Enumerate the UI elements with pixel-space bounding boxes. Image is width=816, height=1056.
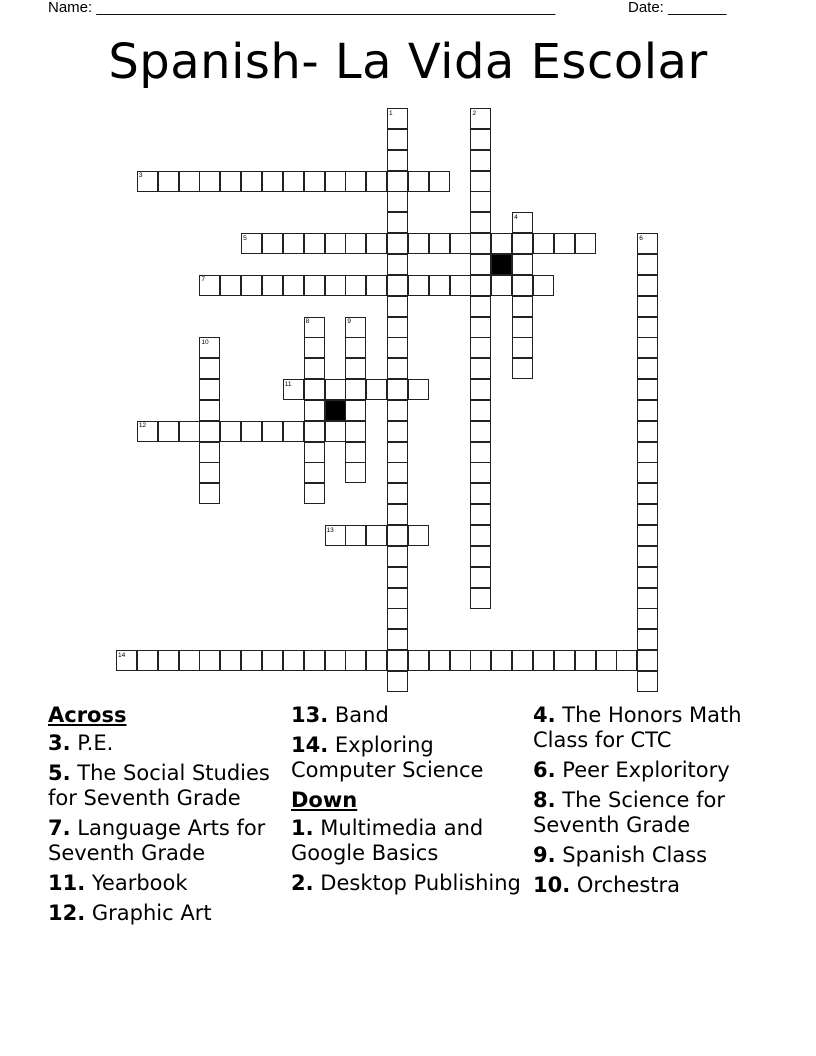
grid-cell[interactable] <box>512 650 533 671</box>
grid-cell[interactable] <box>387 462 408 483</box>
grid-cell[interactable] <box>470 233 491 254</box>
grid-cell[interactable] <box>262 233 283 254</box>
clue-down-9 <box>533 843 773 868</box>
clue-number: 5. <box>48 761 71 785</box>
clue-text: Spanish Class <box>562 843 708 867</box>
clue-text: Multimedia and Google Basics <box>291 816 484 865</box>
grid-cell[interactable] <box>345 171 366 192</box>
clue-number: 3. <box>48 731 71 755</box>
grid-cell[interactable] <box>387 629 408 650</box>
grid-cell[interactable] <box>325 233 346 254</box>
grid-cell[interactable] <box>387 171 408 192</box>
grid-cell[interactable] <box>387 275 408 296</box>
clue-text: Peer Exploritory <box>562 758 730 782</box>
grid-cell[interactable] <box>408 275 429 296</box>
grid-cell[interactable] <box>304 462 325 483</box>
grid-cell[interactable] <box>345 379 366 400</box>
clue-column-1 <box>48 703 276 931</box>
grid-cell[interactable] <box>199 400 220 421</box>
grid-cell[interactable] <box>241 650 262 671</box>
grid-cell[interactable] <box>637 337 658 358</box>
grid-cell[interactable] <box>387 254 408 275</box>
grid-cell[interactable] <box>637 421 658 442</box>
grid-cell[interactable] <box>199 462 220 483</box>
grid-cell[interactable] <box>470 650 491 671</box>
grid-cell[interactable] <box>199 483 220 504</box>
grid-cell[interactable] <box>220 275 241 296</box>
grid-cell[interactable] <box>596 650 617 671</box>
grid-cell[interactable] <box>241 275 262 296</box>
grid-cell[interactable] <box>408 650 429 671</box>
grid-cell[interactable] <box>304 337 325 358</box>
clue-text: Graphic Art <box>91 901 212 925</box>
grid-cell[interactable] <box>470 150 491 171</box>
grid-cell[interactable] <box>345 337 366 358</box>
grid-cell[interactable] <box>470 191 491 212</box>
grid-cell[interactable] <box>408 379 429 400</box>
grid-cell[interactable] <box>533 650 554 671</box>
grid-cell[interactable] <box>179 650 200 671</box>
grid-cell[interactable] <box>637 358 658 379</box>
clue-text: Orchestra <box>576 873 681 897</box>
grid-cell[interactable] <box>387 525 408 546</box>
grid-cell[interactable] <box>429 171 450 192</box>
clue-number: 10. <box>533 873 571 897</box>
name-field-label: Name: _______________________________________________________ <box>48 0 556 16</box>
clue-number: 1. <box>291 816 314 840</box>
clue-column-2 <box>291 703 521 901</box>
grid-cell[interactable] <box>304 442 325 463</box>
clue-number-label: 5 <box>243 234 247 242</box>
grid-cell[interactable] <box>158 421 179 442</box>
grid-cell[interactable] <box>637 296 658 317</box>
grid-cell[interactable] <box>408 525 429 546</box>
grid-cell[interactable] <box>387 483 408 504</box>
grid-cell[interactable] <box>366 379 387 400</box>
across-heading: Across <box>48 703 127 727</box>
grid-cell[interactable] <box>512 296 533 317</box>
clue-down-1 <box>291 816 521 866</box>
grid-cell[interactable] <box>616 650 637 671</box>
grid-cell[interactable] <box>199 442 220 463</box>
clue-across-7 <box>48 816 276 866</box>
grid-cell[interactable] <box>470 296 491 317</box>
grid-cell[interactable] <box>429 275 450 296</box>
grid-cell[interactable] <box>470 442 491 463</box>
grid-cell[interactable] <box>554 233 575 254</box>
grid-cell[interactable] <box>283 650 304 671</box>
clue-number-label: 14 <box>118 651 126 659</box>
grid-cell[interactable] <box>366 525 387 546</box>
grid-cell[interactable] <box>241 171 262 192</box>
clue-across-12 <box>48 901 276 926</box>
grid-cell[interactable] <box>325 379 346 400</box>
grid-cell[interactable] <box>304 400 325 421</box>
grid-cell[interactable] <box>637 671 658 692</box>
grid-cell[interactable] <box>387 379 408 400</box>
grid-cell[interactable] <box>554 650 575 671</box>
clue-number-label: 1 <box>389 109 393 117</box>
grid-cell[interactable] <box>470 212 491 233</box>
grid-cell[interactable] <box>450 275 471 296</box>
grid-cell[interactable] <box>429 650 450 671</box>
clue-text: Language Arts for Seventh Grade <box>48 816 266 865</box>
grid-cell[interactable] <box>512 317 533 338</box>
grid-cell[interactable] <box>345 233 366 254</box>
grid-cell[interactable] <box>387 337 408 358</box>
clue-number: 13. <box>291 703 329 727</box>
clue-text: The Social Studies for Seventh Grade <box>48 761 270 810</box>
grid-cell[interactable] <box>304 358 325 379</box>
grid-cell[interactable] <box>325 275 346 296</box>
page-title: Spanish- La Vida Escolar <box>108 34 708 90</box>
grid-cell[interactable] <box>387 191 408 212</box>
grid-cell[interactable] <box>491 233 512 254</box>
grid-cell[interactable] <box>199 358 220 379</box>
grid-cell[interactable] <box>366 171 387 192</box>
grid-cell[interactable] <box>325 650 346 671</box>
grid-cell[interactable] <box>387 421 408 442</box>
grid-cell[interactable] <box>470 400 491 421</box>
grid-cell[interactable] <box>470 275 491 296</box>
down-heading: Down <box>291 788 358 812</box>
clue-column-3 <box>533 703 773 903</box>
grid-cell[interactable] <box>345 275 366 296</box>
grid-cell[interactable] <box>637 608 658 629</box>
grid-cell[interactable] <box>450 233 471 254</box>
grid-cell[interactable] <box>304 275 325 296</box>
clue-across-3 <box>48 731 276 756</box>
grid-cell[interactable] <box>345 421 366 442</box>
clue-text: Desktop Publishing <box>320 871 521 895</box>
grid-cell[interactable] <box>304 421 325 442</box>
grid-cell[interactable] <box>283 233 304 254</box>
grid-cell[interactable] <box>304 650 325 671</box>
grid-cell[interactable] <box>575 650 596 671</box>
clue-across-11 <box>48 871 276 896</box>
grid-cell[interactable] <box>470 171 491 192</box>
grid-cell[interactable] <box>470 129 491 150</box>
grid-cell[interactable] <box>512 254 533 275</box>
grid-cell[interactable] <box>241 421 262 442</box>
grid-cell[interactable] <box>637 275 658 296</box>
grid-cell[interactable] <box>345 525 366 546</box>
grid-cell[interactable] <box>387 150 408 171</box>
grid-cell[interactable] <box>637 254 658 275</box>
grid-cell[interactable] <box>575 233 596 254</box>
grid-cell[interactable] <box>387 546 408 567</box>
grid-cell[interactable] <box>637 650 658 671</box>
grid-cell[interactable] <box>470 337 491 358</box>
clue-text: The Science for Seventh Grade <box>533 788 725 837</box>
clue-text: The Honors Math Class for CTC <box>533 703 742 752</box>
grid-cell[interactable] <box>470 567 491 588</box>
grid-cell[interactable] <box>512 275 533 296</box>
clue-across-5 <box>48 761 276 811</box>
grid-cell[interactable] <box>304 483 325 504</box>
grid-cell[interactable] <box>637 629 658 650</box>
grid-cell[interactable] <box>387 608 408 629</box>
clue-number-label: 3 <box>138 172 143 180</box>
grid-cell[interactable] <box>470 317 491 338</box>
grid-cell[interactable] <box>470 504 491 525</box>
date-field-label: Date: _______ <box>628 0 727 16</box>
grid-cell[interactable] <box>345 358 366 379</box>
black-cell <box>325 400 346 421</box>
clue-number: 6. <box>533 758 556 782</box>
grid-cell[interactable] <box>387 504 408 525</box>
clue-number: 14. <box>291 733 329 757</box>
grid-cell[interactable] <box>387 317 408 338</box>
clue-text: Exploring Computer Science <box>291 733 484 782</box>
grid-cell[interactable] <box>262 650 283 671</box>
grid-cell[interactable] <box>262 171 283 192</box>
grid-cell[interactable] <box>429 233 450 254</box>
clue-across-14 <box>291 733 521 783</box>
clue-down-10 <box>533 873 773 898</box>
grid-cell[interactable] <box>179 171 200 192</box>
clue-across-13 <box>291 703 521 728</box>
grid-cell[interactable] <box>387 400 408 421</box>
clue-text: Yearbook <box>91 871 188 895</box>
grid-cell[interactable] <box>637 504 658 525</box>
grid-cell[interactable] <box>325 171 346 192</box>
grid-cell[interactable] <box>283 171 304 192</box>
grid-cell[interactable] <box>387 671 408 692</box>
grid-cell[interactable] <box>637 483 658 504</box>
grid-cell[interactable] <box>408 171 429 192</box>
grid-cell[interactable] <box>199 650 220 671</box>
clue-number: 4. <box>533 703 556 727</box>
grid-cell[interactable] <box>220 650 241 671</box>
grid-cell[interactable] <box>470 254 491 275</box>
black-cell <box>491 254 512 275</box>
grid-cell[interactable] <box>637 588 658 609</box>
clue-down-4 <box>533 703 773 753</box>
grid-cell[interactable] <box>470 379 491 400</box>
clue-number: 9. <box>533 843 556 867</box>
grid-cell[interactable] <box>637 379 658 400</box>
grid-cell[interactable] <box>366 275 387 296</box>
grid-cell[interactable] <box>387 588 408 609</box>
grid-cell[interactable] <box>512 233 533 254</box>
grid-cell[interactable] <box>366 650 387 671</box>
grid-cell[interactable] <box>220 171 241 192</box>
grid-cell[interactable] <box>637 442 658 463</box>
grid-cell[interactable] <box>387 650 408 671</box>
clue-number-label: 6 <box>639 234 643 242</box>
grid-cell[interactable] <box>345 400 366 421</box>
grid-cell[interactable] <box>470 546 491 567</box>
grid-cell[interactable] <box>491 275 512 296</box>
grid-cell[interactable] <box>283 421 304 442</box>
clue-number-label: 2 <box>472 109 477 117</box>
grid-cell[interactable] <box>387 129 408 150</box>
grid-cell[interactable] <box>512 337 533 358</box>
grid-cell[interactable] <box>637 567 658 588</box>
grid-cell[interactable] <box>325 421 346 442</box>
grid-cell[interactable] <box>137 650 158 671</box>
grid-cell[interactable] <box>158 171 179 192</box>
grid-cell[interactable] <box>366 233 387 254</box>
grid-cell[interactable] <box>387 358 408 379</box>
clue-number-label: 11 <box>284 380 292 388</box>
grid-cell[interactable] <box>408 233 429 254</box>
clue-number: 12. <box>48 901 86 925</box>
grid-cell[interactable] <box>470 358 491 379</box>
grid-cell[interactable] <box>450 650 471 671</box>
grid-cell[interactable] <box>262 421 283 442</box>
grid-cell[interactable] <box>220 421 241 442</box>
grid-cell[interactable] <box>199 171 220 192</box>
grid-cell[interactable] <box>345 462 366 483</box>
grid-cell[interactable] <box>199 421 220 442</box>
clue-number-label: 10 <box>201 338 209 346</box>
grid-cell[interactable] <box>637 546 658 567</box>
grid-cell[interactable] <box>470 483 491 504</box>
clue-number-label: 9 <box>347 318 351 325</box>
grid-cell[interactable] <box>304 233 325 254</box>
grid-cell[interactable] <box>262 275 283 296</box>
grid-cell[interactable] <box>637 317 658 338</box>
clue-number: 11. <box>48 871 86 895</box>
clue-down-6 <box>533 758 773 783</box>
clue-down-8 <box>533 788 773 838</box>
grid-cell[interactable] <box>304 379 325 400</box>
grid-cell[interactable] <box>387 233 408 254</box>
clue-number-label: 7 <box>201 276 206 284</box>
clue-number-label: 4 <box>514 213 518 221</box>
grid-cell[interactable] <box>470 462 491 483</box>
grid-cell[interactable] <box>304 171 325 192</box>
grid-cell[interactable] <box>387 296 408 317</box>
grid-cell[interactable] <box>345 442 366 463</box>
grid-cell[interactable] <box>533 233 554 254</box>
grid-cell[interactable] <box>512 358 533 379</box>
grid-cell[interactable] <box>345 650 366 671</box>
clue-text: P.E. <box>77 731 114 755</box>
grid-cell[interactable] <box>387 567 408 588</box>
clue-down-2 <box>291 871 521 896</box>
clue-number-label: 12 <box>138 422 147 430</box>
grid-cell[interactable] <box>470 525 491 546</box>
grid-cell[interactable] <box>387 442 408 463</box>
grid-cell[interactable] <box>470 421 491 442</box>
grid-cell[interactable] <box>637 462 658 483</box>
grid-cell[interactable] <box>158 650 179 671</box>
clue-text: Band <box>334 703 389 727</box>
clue-number-label: 8 <box>305 318 310 325</box>
clue-number: 7. <box>48 816 71 840</box>
clue-number: 8. <box>533 788 556 812</box>
grid-cell[interactable] <box>491 650 512 671</box>
grid-cell[interactable] <box>533 275 554 296</box>
grid-cell[interactable] <box>179 421 200 442</box>
grid-cell[interactable] <box>637 525 658 546</box>
grid-cell[interactable] <box>637 400 658 421</box>
grid-cell[interactable] <box>470 588 491 609</box>
grid-cell[interactable] <box>387 212 408 233</box>
grid-cell[interactable] <box>283 275 304 296</box>
clue-number: 2. <box>291 871 314 895</box>
clue-number-label: 13 <box>326 526 334 534</box>
grid-cell[interactable] <box>199 379 220 400</box>
